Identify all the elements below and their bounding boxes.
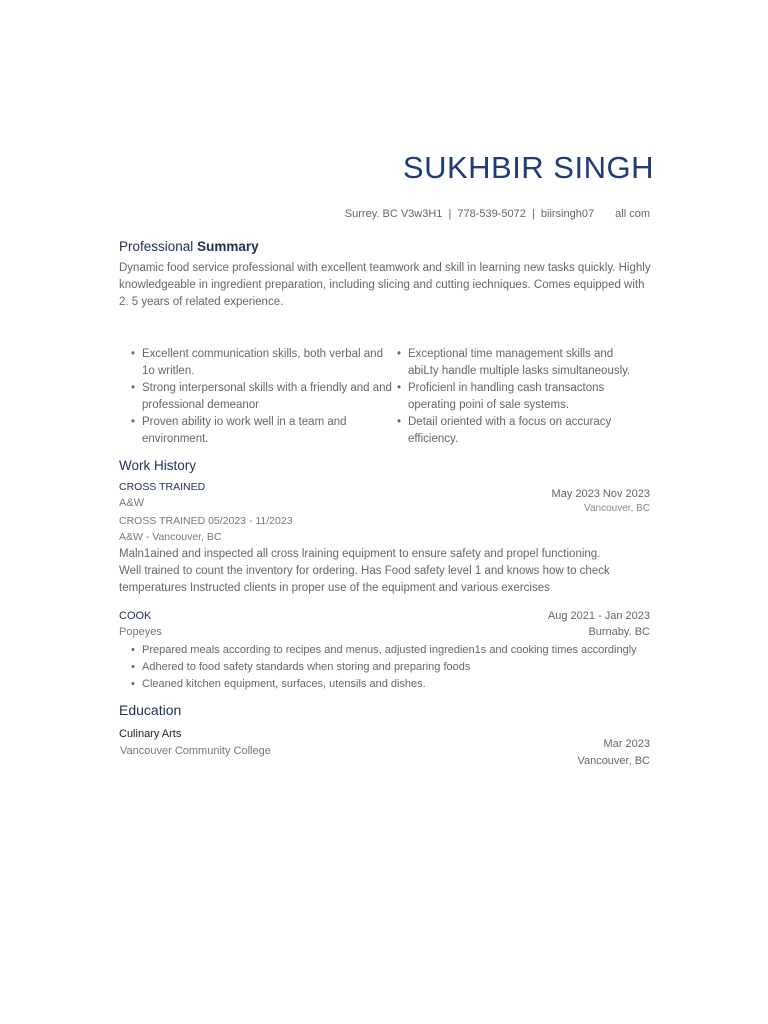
job-dates: Aug 2021 - Jan 2023 — [547, 610, 650, 622]
bullet-icon: • — [397, 382, 402, 394]
bullet-icon: • — [131, 661, 135, 673]
duty-text: Cleaned kitchen equipment, surfaces, utensils and dishes. — [142, 678, 426, 690]
skills-left-column — [131, 346, 393, 448]
bullet-icon: • — [131, 416, 136, 428]
job-description: Maln1ained and inspected all cross lraining equipment to ensure safety and propel functioning. Well trained to count the inventory for ordering. Has Food safety level 1 and knows how to check temperatures Instructed clients in proper use of the equipment and various exercises — [119, 548, 610, 594]
skill-text: Proven ability io work well in a team and environment. — [142, 416, 347, 445]
duty-item — [131, 659, 651, 676]
education-date: Mar 2023 — [603, 738, 650, 750]
contact-email-user: biirsingh07 — [540, 208, 595, 220]
education-location: Vancouver, BC — [577, 755, 650, 767]
job-dates: May 2023 Nov 2023 — [551, 488, 650, 500]
skill-text: Exceptional time management skills and abiLty handle multiple lasks simultaneously. — [408, 348, 631, 377]
skill-item — [131, 414, 393, 448]
summary-heading-light: Professional — [119, 239, 194, 254]
skills-right-column — [397, 346, 647, 448]
education-program: Culinary Arts — [119, 728, 182, 740]
skill-item — [397, 414, 647, 448]
bullet-icon: • — [131, 348, 136, 360]
summary-text: Dynamic food service professional with excellent teamwork and skill in learning new tasks quickly. Highly knowledgeable in ingredient preparation, including slicing and cutting iechniques. Comes equipped with 2. 5 years of related experience. — [119, 262, 651, 308]
bullet-icon: • — [131, 644, 135, 656]
job-company: A&W — [119, 497, 145, 509]
job-company: Popeyes — [119, 626, 162, 638]
job-location: Burnaby. BC — [588, 626, 650, 638]
job-detail-line: CROSS TRAINED 05/2023 - 11/2023 — [119, 515, 293, 527]
skill-text: Strong interpersonal skills with a friendly and and professional demeanor — [142, 382, 392, 411]
bullet-icon: • — [131, 678, 135, 690]
skill-text: Detail oriented with a focus on accuracy efficiency. — [408, 416, 612, 445]
education-heading: Education — [119, 702, 182, 718]
candidate-name: SUKHBIR SINGH — [402, 150, 654, 185]
duty-text: Adhered to food safety standards when storing and preparing foods — [142, 661, 471, 673]
duty-item — [131, 676, 651, 693]
job-title: COOK — [119, 610, 152, 622]
skill-item — [397, 380, 647, 414]
skill-text: Excellent communication skills, both verbal and 1o writlen. — [142, 348, 383, 377]
bullet-icon: • — [397, 348, 402, 360]
work-history-heading: Work History — [119, 458, 197, 473]
contact-separator: | — [448, 208, 452, 220]
job-location: Vancouver, BC — [584, 503, 650, 514]
job-detail-company: A&W - Vancouver, BC — [119, 531, 222, 543]
job-title: CROSS TRAINED — [119, 481, 206, 493]
duty-text: Prepared meals according to recipes and menus, adjusted ingredien1s and cooking times accordingly — [142, 644, 637, 656]
education-school: Vancouver Community College — [120, 745, 271, 757]
skill-item — [397, 346, 647, 380]
job-duties-list — [131, 642, 651, 693]
contact-location: Surrey. BC V3w3H1 — [344, 208, 443, 220]
contact-separator: | — [531, 208, 535, 220]
contact-email-domain: all com — [615, 208, 650, 220]
skill-item — [131, 380, 393, 414]
contact-phone: 778-539-5072 — [457, 208, 526, 220]
skill-item — [131, 346, 393, 380]
duty-item — [131, 642, 651, 659]
skill-text: Proficienl in handling cash transactons operating poini of sale systems. — [408, 382, 605, 411]
summary-heading — [119, 239, 259, 254]
bullet-icon: • — [397, 416, 402, 428]
contact-line — [342, 208, 650, 220]
bullet-icon: • — [131, 382, 136, 394]
summary-heading-bold: Summary — [197, 239, 259, 254]
